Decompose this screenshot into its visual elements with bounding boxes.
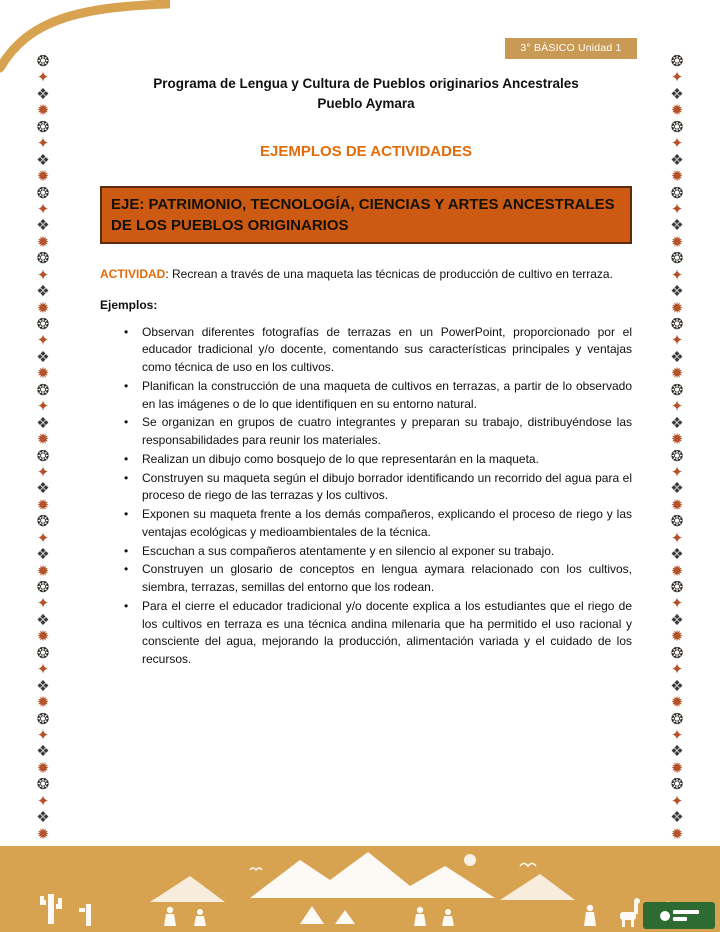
textile-motif-icon: ❖ [36,480,50,498]
footer-logo-badge [643,902,715,929]
textile-motif-icon: ❂ [670,644,684,662]
textile-motif-icon: ❖ [670,85,684,103]
textile-motif-icon: ✹ [36,628,50,646]
textile-motif-icon: ✦ [670,135,684,153]
textile-motif-icon: ❖ [36,85,50,103]
textile-motif-icon: ❂ [670,184,684,202]
textile-motif-icon: ❖ [670,348,684,366]
textile-motif-icon: ❖ [36,217,50,235]
textile-motif-icon: ❂ [36,579,50,596]
textile-motif-icon: ❂ [36,447,50,465]
textile-motif-icon: ✹ [670,562,684,580]
textile-motif-icon: ✹ [36,825,50,843]
textile-motif-icon: ✹ [36,102,50,120]
program-title-line1: Programa de Lengua y Cultura de Pueblos originarios Ancestrales [153,76,579,91]
textile-motif-icon: ✦ [36,200,50,218]
textile-motif-icon: ❂ [36,184,50,202]
textile-motif-icon: ❖ [670,809,684,827]
ornamental-border-right [662,54,692,842]
textile-motif-icon: ❂ [670,447,684,465]
textile-motif-icon: ❂ [670,710,684,728]
textile-motif-icon: ❖ [36,348,50,366]
textile-motif-icon: ❖ [670,217,684,235]
footer-logo-line2-icon [673,917,687,921]
textile-motif-icon: ❖ [670,283,684,301]
textile-motif-icon: ✦ [670,529,684,547]
bullet-item: • Se organizan en grupos de cuatro integrantes y preparan su trabajo, distribuyéndose las responsabilidades para reunir los materiales. [120,414,632,450]
textile-motif-icon: ✦ [670,792,684,810]
textile-motif-icon: ✦ [36,792,50,810]
textile-motif-icon: ✦ [36,529,50,547]
textile-motif-icon: ✦ [670,463,684,481]
textile-motif-icon: ✦ [36,69,50,87]
textile-motif-icon: ❖ [36,283,50,301]
textile-motif-icon: ❖ [670,743,684,761]
textile-motif-icon: ✦ [36,135,50,153]
textile-motif-icon: ❂ [36,776,50,794]
activity-line [100,266,632,283]
textile-motif-icon: ✦ [670,200,684,218]
textile-motif-icon: ✹ [670,233,684,251]
textile-motif-icon: ✹ [36,496,50,514]
textile-motif-icon: ❖ [36,611,50,629]
bullet-item: • Observan diferentes fotografías de terrazas en un PowerPoint, proporcionado por el educador tradicional y/o docente, comentando sus características principales y ventajas como técnica de uso en los cultivos. [120,324,632,377]
textile-motif-icon: ❖ [670,414,684,432]
activity-label: ACTIVIDAD [100,267,166,282]
textile-motif-icon: ✦ [36,595,50,613]
textile-motif-icon: ❂ [36,250,50,268]
textile-motif-icon: ❂ [36,316,50,333]
bullet-item: • Construyen un glosario de conceptos en lengua aymara relacionado con los cultivos, siembra, terrazas, semillas del entorno que los rodean. [120,561,632,597]
textile-motif-icon: ✹ [36,365,50,383]
bullet-item: • Realizan un dibujo como bosquejo de lo que representarán en la maqueta. [120,451,632,469]
textile-motif-icon: ✦ [670,726,684,744]
bullet-item: • Escuchan a sus compañeros atentamente y en silencio al exponer su trabajo. [120,543,632,561]
examples-label: Ejemplos: [100,297,158,312]
textile-motif-icon: ❖ [670,677,684,695]
textile-motif-icon: ✹ [36,233,50,251]
textile-motif-icon: ✹ [36,431,50,449]
textile-motif-icon: ❂ [670,776,684,794]
bullet-item: • Para el cierre el educador tradicional y/o docente explica a los estudiantes que el riego de los cultivos en terraza es una técnica andina milenaria que ha permitido el uso racional y consciente del agua, mejorando la producción, alimentación variada y el cuidado de los recursos. [120,598,632,669]
footer-logo-line-icon [673,910,699,914]
textile-motif-icon: ❂ [670,513,684,531]
textile-motif-icon: ✦ [670,332,684,350]
textile-motif-icon: ✹ [670,628,684,646]
activity-text: : Recrean a través de una maqueta las técnicas de producción de cultivo en terraza. [165,267,613,282]
textile-motif-icon: ✦ [36,398,50,416]
textile-motif-icon: ✦ [36,332,50,350]
textile-motif-icon: ❂ [36,644,50,662]
program-title-line2: Pueblo Aymara [317,95,415,111]
textile-motif-icon: ❂ [36,710,50,728]
eje-heading-box: EJE: PATRIMONIO, TECNOLOGÍA, CIENCIAS Y ARTES ANCESTRALES DE LOS PUEBLOS ORIGINARIOS [100,186,632,244]
textile-motif-icon: ❖ [670,151,684,169]
bullet-item: • Planifican la construcción de una maqueta de cultivos en terrazas, a partir de lo observado en las imágenes o de lo que identifiquen en su entorno natural. [120,378,632,414]
textile-motif-icon: ✹ [670,496,684,514]
textile-motif-icon: ✦ [670,398,684,416]
textile-motif-icon: ❖ [36,809,50,827]
textile-motif-icon: ✦ [36,726,50,744]
textile-motif-icon: ✦ [670,595,684,613]
textile-motif-icon: ❂ [36,53,50,70]
textile-motif-icon: ✹ [36,759,50,777]
textile-motif-icon: ❖ [36,151,50,169]
textile-motif-icon: ❖ [670,546,684,564]
textile-motif-icon: ✹ [670,825,684,843]
textile-motif-icon: ❖ [670,611,684,629]
textile-motif-icon: ❂ [670,579,684,596]
textile-motif-icon: ✹ [670,759,684,777]
corner-swoosh-decoration [0,0,170,80]
footer-illustration-band [0,846,720,932]
textile-motif-icon: ✹ [670,168,684,186]
ornamental-border-left [28,54,58,842]
bullet-item: • Exponen su maqueta frente a los demás compañeros, explicando el proceso de riego y las ventajas ecológicas y medioambientales de la técnica. [120,506,632,542]
document-content [100,74,632,670]
textile-motif-icon: ✹ [36,299,50,317]
section-heading: EJEMPLOS DE ACTIVIDADES [260,143,472,161]
textile-motif-icon: ✹ [36,694,50,712]
textile-motif-icon: ✹ [670,102,684,120]
textile-motif-icon: ✦ [36,266,50,284]
textile-motif-icon: ❂ [670,118,684,136]
textile-motif-icon: ✦ [670,266,684,284]
textile-motif-icon: ❂ [670,53,684,70]
footer-logo-mark-icon [660,911,670,921]
textile-motif-icon: ✦ [670,69,684,87]
textile-motif-icon: ❂ [36,118,50,136]
textile-motif-icon: ✦ [36,661,50,679]
textile-motif-icon: ❂ [670,381,684,399]
unit-badge: 3° BÁSICO Unidad 1 [505,38,637,59]
textile-motif-icon: ❂ [36,513,50,531]
textile-motif-icon: ❂ [670,250,684,268]
textile-motif-icon: ✹ [670,694,684,712]
textile-motif-icon: ✦ [670,661,684,679]
bullet-item: • Construyen su maqueta según el dibujo borrador identificando un recorrido del agua para el proceso de riego de las terrazas y los cultivos. [120,470,632,506]
textile-motif-icon: ❖ [36,546,50,564]
activity-bullet-list [100,324,632,669]
textile-motif-icon: ✦ [36,463,50,481]
andean-landscape-illustration [0,846,720,932]
textile-motif-icon: ✹ [670,365,684,383]
textile-motif-icon: ❖ [36,677,50,695]
program-title [100,74,632,113]
textile-motif-icon: ❂ [670,316,684,333]
textile-motif-icon: ❖ [36,414,50,432]
textile-motif-icon: ✹ [36,562,50,580]
textile-motif-icon: ✹ [36,168,50,186]
textile-motif-icon: ❂ [36,381,50,399]
textile-motif-icon: ❖ [670,480,684,498]
textile-motif-icon: ✹ [670,299,684,317]
textile-motif-icon: ✹ [670,431,684,449]
textile-motif-icon: ❖ [36,743,50,761]
